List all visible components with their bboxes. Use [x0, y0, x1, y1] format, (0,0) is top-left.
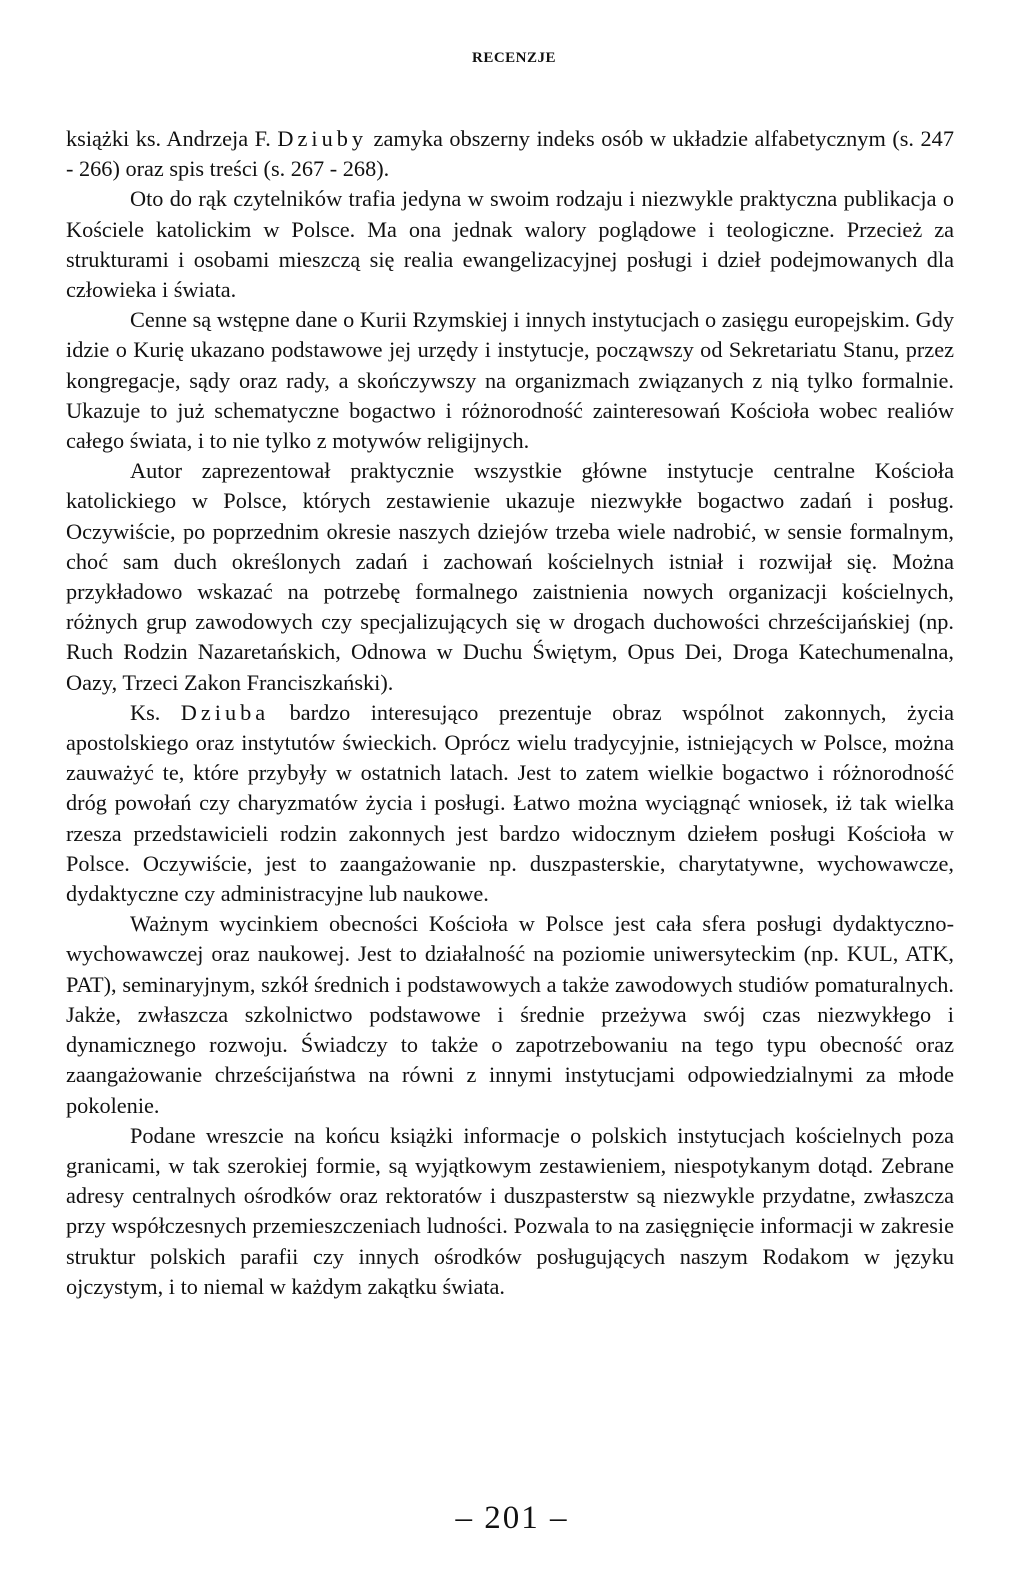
- paragraph-6: Ważnym wycinkiem obecności Kościoła w Polsce jest cała sfera posługi dydaktyczno-wychowawczej oraz naukowej. Jest to działalność na poziomie uniwersyteckim (np. KUL, ATK, PAT), seminaryjnym, szkół średnich i podstawowych a także zawodowych studiów pomaturalnych. Jakże, zwłaszcza szkolnictwo podstawowe i średnie przeżywa swój czas niezwykłego i dynamicznego rozwoju. Świadczy to także o zapotrzebowaniu na tego typu obecność oraz zaangażowanie chrześcijaństwa na równi z innymi instytucjami odpowiedzialnymi za młode pokolenie.: [66, 911, 954, 1118]
- article-body: [66, 124, 954, 1302]
- author-name-spaced: Dziuba: [180, 699, 270, 725]
- author-name-spaced: Dziuby: [277, 126, 368, 151]
- paragraph-3: Cenne są wstępne dane o Kurii Rzymskiej i innych instytucjach o zasięgu europejskim. Gdy idzie o Kurię ukazano podstawowe jej urzędy i instytucje, począwszy od Sekretariatu Stanu, przez kongregacje, sądy oraz rady, a skończywszy na organizmach związanych z nią tylko formalnie. Ukazuje to już schematyczne bogactwo i różnorodność zainteresowań Kościoła wobec realiów całego świata, i to nie tylko z motywów religijnych.: [66, 307, 954, 454]
- paragraph-5-text-start: Ks.: [130, 699, 181, 725]
- paragraph-2: Oto do rąk czytelników trafia jedyna w swoim rodzaju i niezwykle praktyczna publikacja o Kościele katolickim w Polsce. Ma ona jednak walory poglądowe i teologiczne. Przecież za strukturami i osobami mieszczą się realia ewangelizacyjnej posługi i dzieł podejmowanych dla człowieka i świata.: [66, 186, 954, 303]
- paragraph-1-text-end: zamyka obszerny indeks osób w układzie alfabetycznym (s. 247 - 266) oraz spis treści (s. 267 - 268).: [66, 126, 954, 182]
- paragraph-5-text-end: bardzo interesująco prezentuje obraz wspólnot zakonnych, życia apostolskiego oraz instytutów świeckich. Oprócz wielu tradycyjnie, istniejących w Polsce, można zauważyć te, które przybyły w ostatnich latach. Jest to zatem wielkie bogactwo i różnorodność dróg powołań czy charyzmatów życia i posługi. Łatwo można wyciągnąć wniosek, iż tak wielka rzesza przedstawicieli rodzin zakonnych jest bardzo widocznym dziełem posługi Kościoła w Polsce. Oczywiście, jest to zaangażowanie np. duszpasterskie, charytatywne, wychowawcze, dydaktyczne czy administracyjne lub naukowe.: [66, 699, 954, 907]
- paragraph-1-text-start: książki ks. Andrzeja F.: [66, 126, 278, 151]
- paragraph-1: [66, 124, 954, 184]
- running-header: RECENZJE: [471, 50, 557, 66]
- paragraph-7: Podane wreszcie na końcu książki informacje o polskich instytucjach kościelnych poza granicami, w tak szerokiej formie, są wyjątkowym zestawieniem, niespotykanym dotąd. Zebrane adresy centralnych ośrodków oraz rektoratów i duszpasterstw są niezwykle przydatne, zwłaszcza przy współczesnych przemieszczeniach ludności. Pozwala to na zasięgnięcie informacji w zakresie struktur polskich parafii czy innych ośrodków posługujących naszym Rodakom w języku ojczystym, i to niemal w każdym zakątku świata.: [66, 1122, 954, 1299]
- paragraph-5: [66, 698, 954, 909]
- paragraph-4: Autor zaprezentował praktycznie wszystkie główne instytucje centralne Kościoła katolickiego w Polsce, których zestawienie ukazuje niezwykłe bogactwo zadań i posług. Oczywiście, po poprzednim okresie naszych dziejów trzeba wiele nadrobić, w sensie formalnym, choć sam duch określonych zadań i zachowań kościelnych istniał i rozwijał się. Można przykładowo wskazać na potrzebę formalnego zaistnienia nowych organizacji kościelnych, różnych grup zawodowych czy specjalizujących się w drogach duchowości chrześcijańskiej (np. Ruch Rodzin Nazaretańskich, Odnowa w Duchu Świętym, Opus Dei, Droga Katechumenalna, Oazy, Trzeci Zakon Franciszkański).: [66, 458, 954, 695]
- page-number: – 201 –: [455, 1500, 569, 1536]
- page: [66, 50, 954, 1302]
